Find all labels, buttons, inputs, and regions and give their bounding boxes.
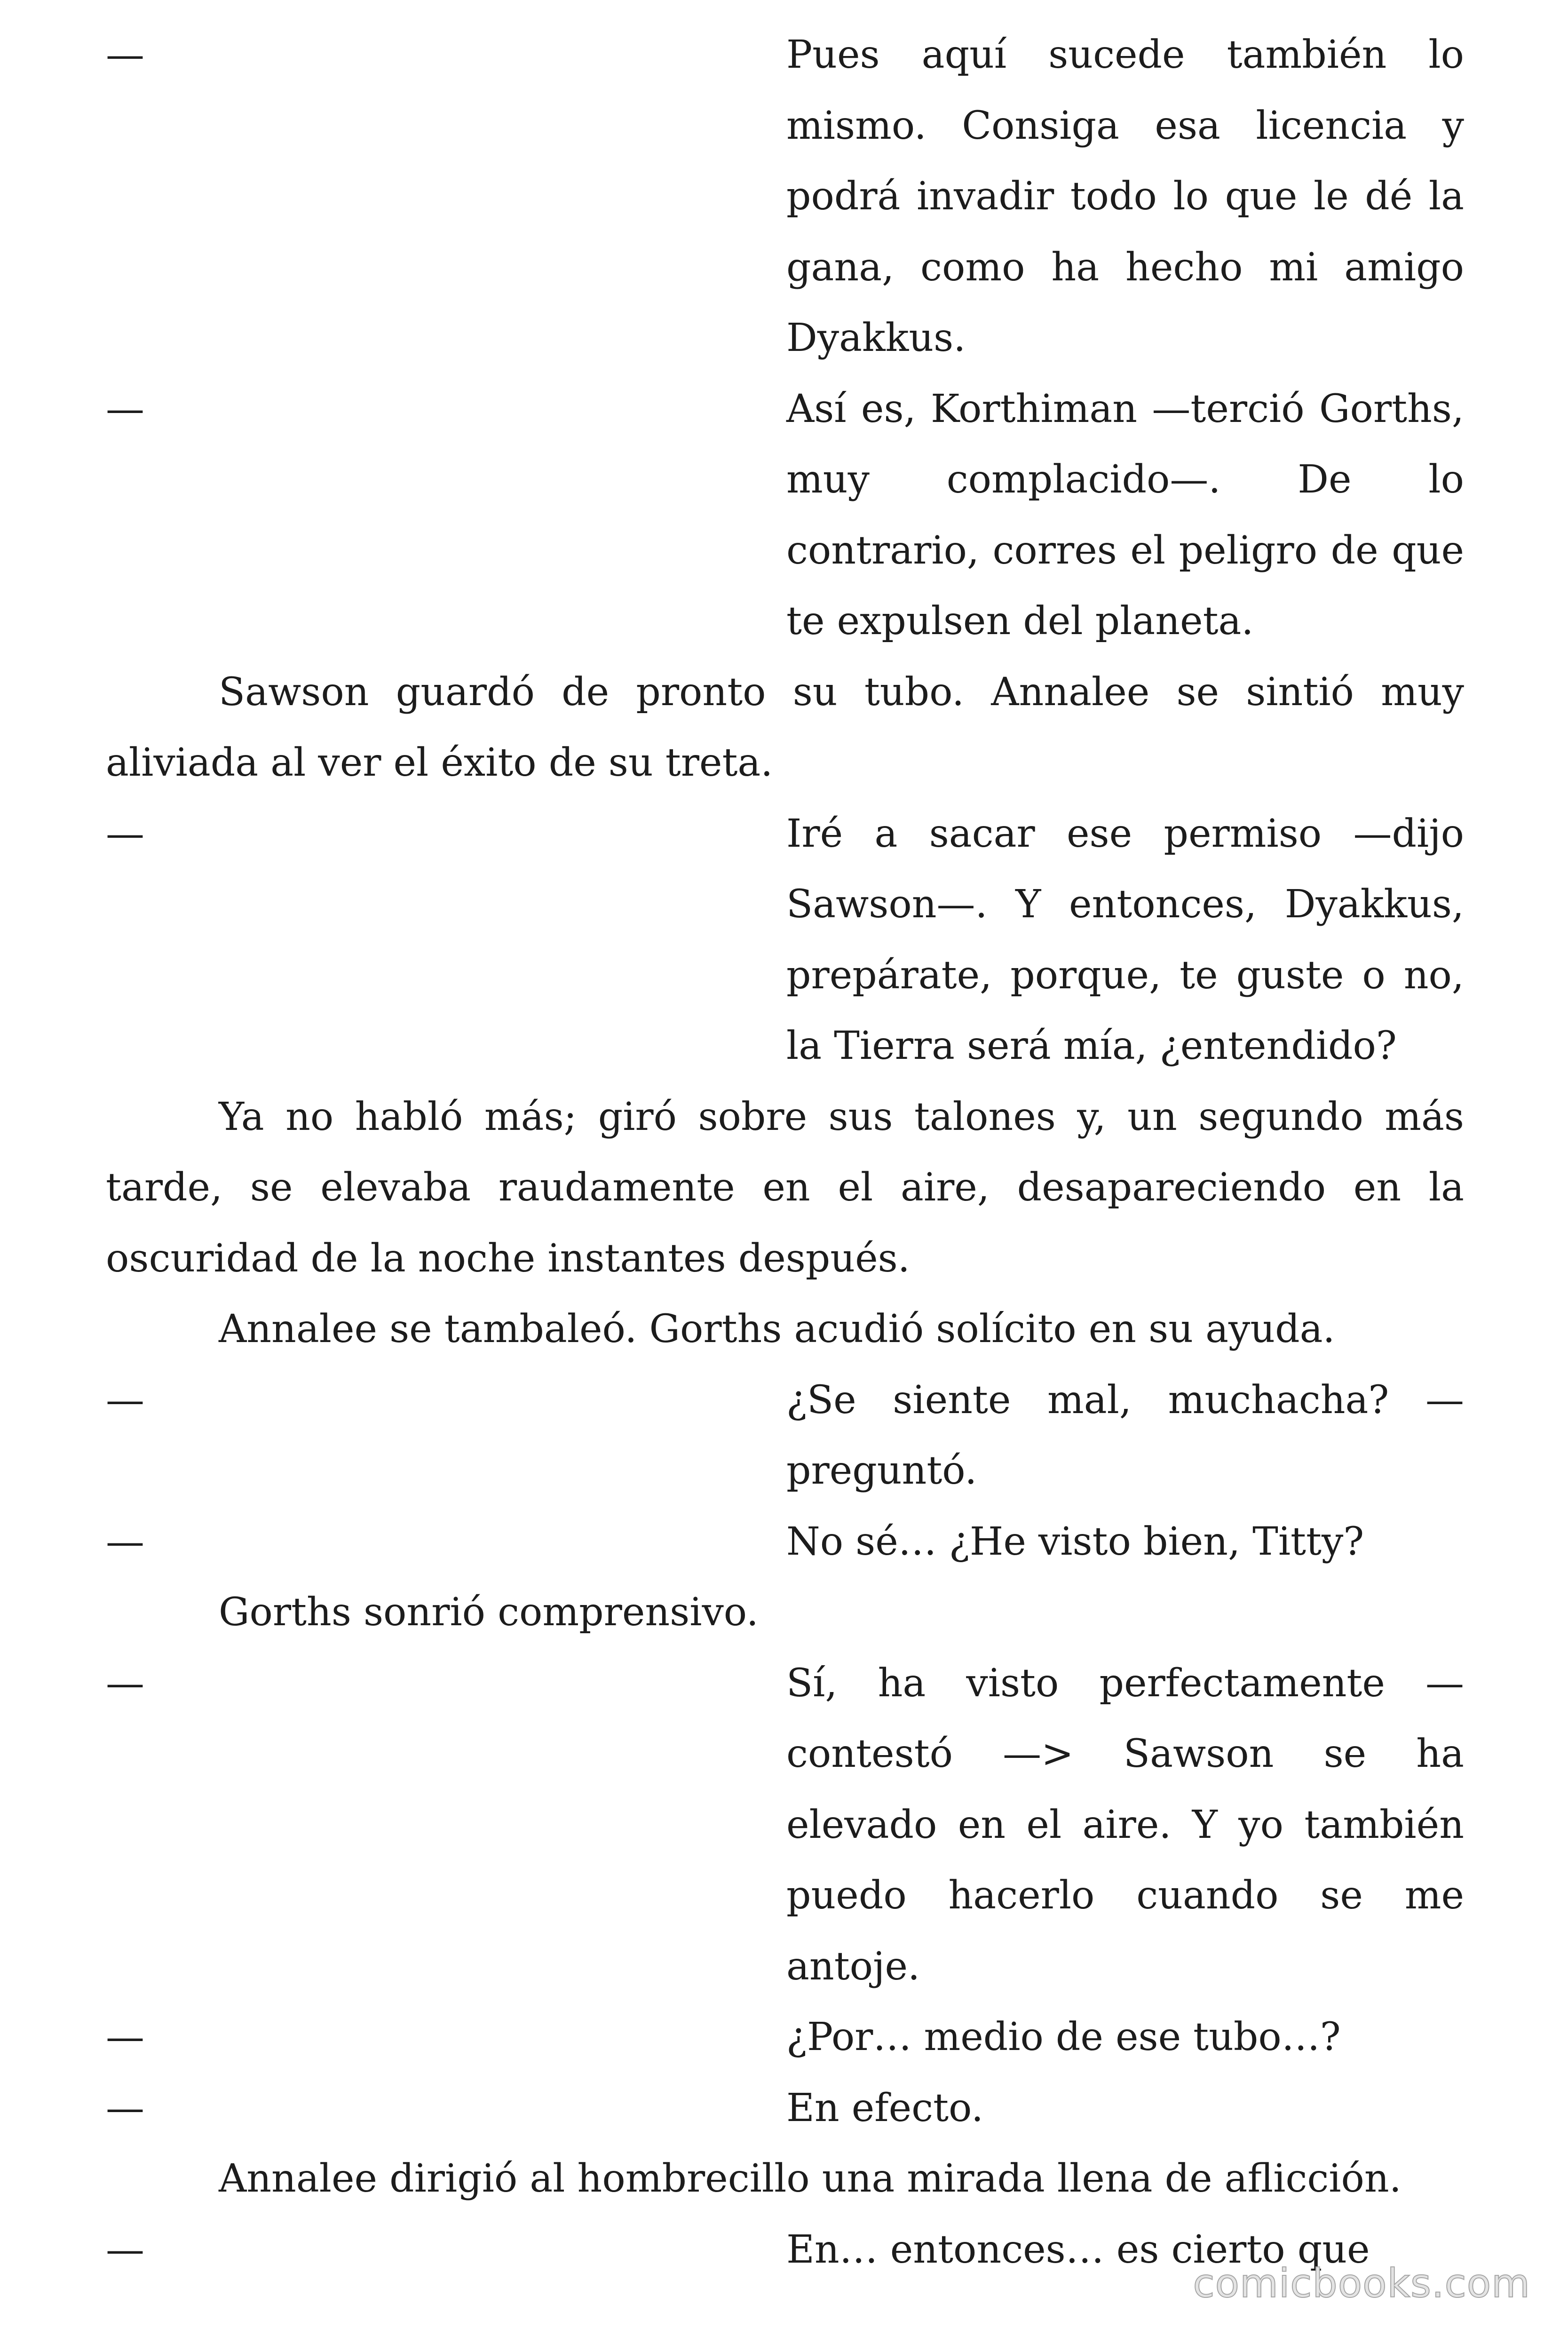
dialogue-text: En efecto. (786, 2085, 984, 2130)
narrative-paragraph: Gorths sonrió comprensivo. (219, 1590, 759, 1635)
narrative-paragraph: Annalee dirigió al hombrecillo una mirada llena de aflicción. (219, 2156, 1402, 2201)
dialogue-dash: — (106, 1661, 144, 1706)
dialogue-text: Sí, ha visto perfectamente —contestó —> Sawson se ha elevado en el aire. Y yo también puedo hacerlo cuando se me antoje. (786, 1661, 1464, 1989)
dialogue-line (106, 1365, 1464, 1507)
dialogue-line (106, 1507, 1464, 1578)
dialogue-dash: — (106, 1519, 144, 1564)
dialogue-dash: — (106, 1377, 144, 1422)
dialogue-dash: — (106, 2015, 144, 2059)
dialogue-text: No sé… ¿He visto bien, Titty? (786, 1519, 1364, 1564)
dialogue-text: En… entonces… es cierto que (786, 2227, 1370, 2272)
narrative-paragraph: Ya no habló más; giró sobre sus talones y, un segundo más tarde, se elevaba raudamente en el aire, desapareciendo en la oscuridad de la noche instantes después. (106, 1094, 1464, 1281)
dialogue-line (106, 20, 1464, 374)
narrative-paragraph: Sawson guardó de pronto su tubo. Annalee se sintió muy aliviada al ver el éxito de su treta. (106, 669, 1464, 785)
page-text (106, 20, 1464, 2285)
dialogue-text: ¿Por… medio de ese tubo…? (786, 2015, 1341, 2059)
dialogue-line (106, 2073, 1464, 2144)
dialogue-line (106, 2002, 1464, 2073)
dialogue-text: ¿Se siente mal, muchacha? —preguntó. (786, 1377, 1464, 1493)
dialogue-dash: — (106, 2085, 144, 2130)
dialogue-line (106, 374, 1464, 657)
dialogue-dash: — (106, 811, 144, 856)
dialogue-dash: — (106, 386, 144, 431)
site-watermark: comicbooks.com (1193, 2260, 1530, 2306)
dialogue-dash: — (106, 2227, 144, 2272)
narrative-paragraph: Annalee se tambaleó. Gorths acudió solícito en su ayuda. (219, 1307, 1335, 1351)
dialogue-text: Así es, Korthiman —terció Gorths, muy complacido—. De lo contrario, corres el peligro de que te expulsen del planeta. (786, 386, 1464, 644)
dialogue-text: Iré a sacar ese permiso —dijo Sawson—. Y entonces, Dyakkus, prepárate, porque, te guste o no, la Tierra será mía, ¿entendido? (786, 811, 1464, 1068)
dialogue-line (106, 799, 1464, 1082)
dialogue-dash: — (106, 32, 144, 77)
dialogue-line (106, 1648, 1464, 2002)
dialogue-text: Pues aquí sucede también lo mismo. Consiga esa licencia y podrá invadir todo lo que le dé la gana, como ha hecho mi amigo Dyakkus. (786, 32, 1464, 360)
